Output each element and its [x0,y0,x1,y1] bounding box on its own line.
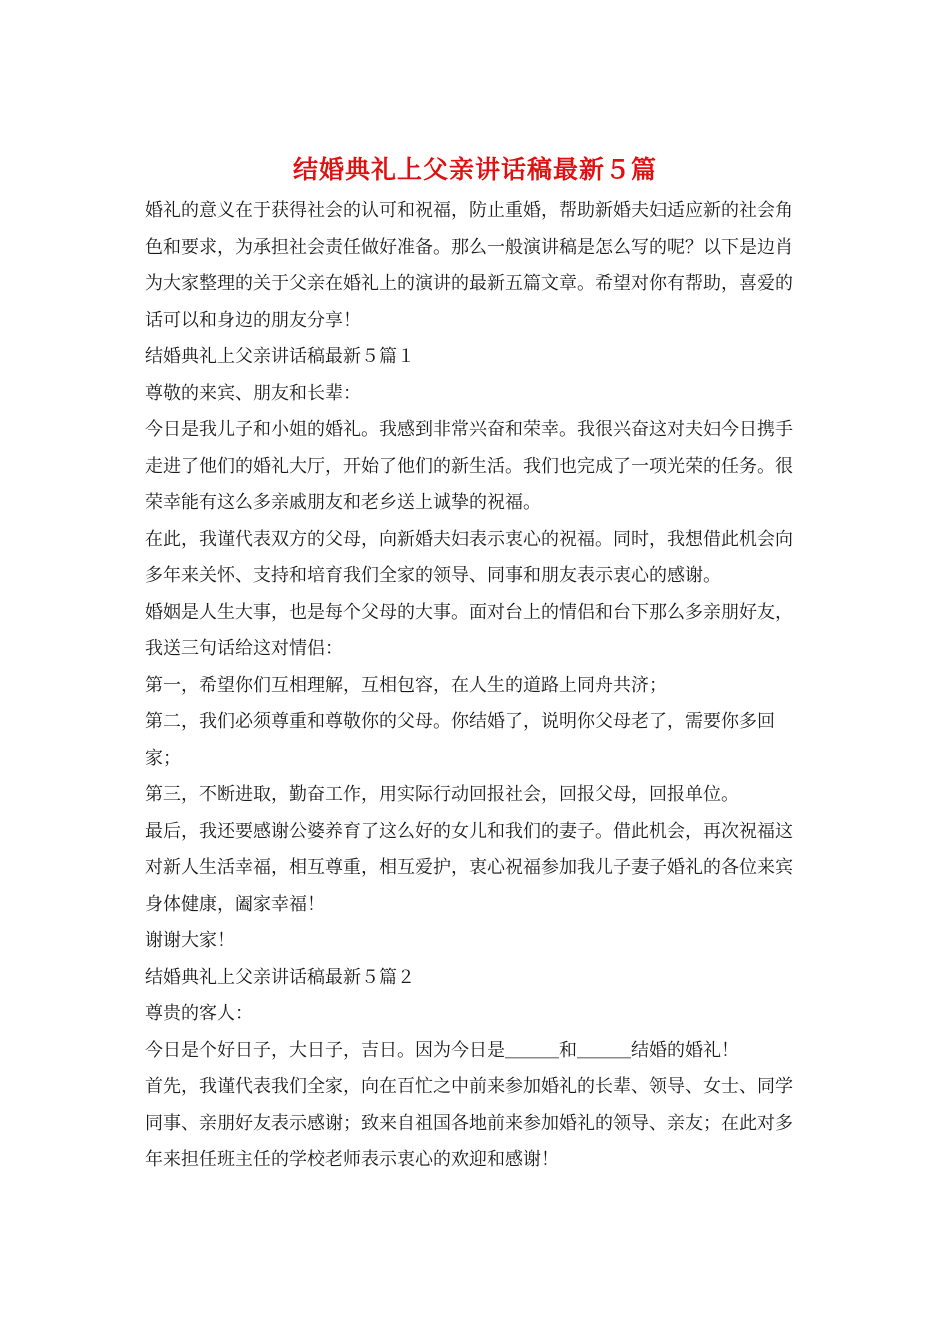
paragraph: 婚姻是人生大事，也是每个父母的大事。面对台上的情侣和台下那么多亲朋好友，我送三句话给这对情侣： [145,601,793,659]
section-heading-2: 结婚典礼上父亲讲话稿最新５篇２ [145,966,415,988]
section-heading-1: 结婚典礼上父亲讲话稿最新５篇１ [145,346,415,367]
paragraph: 首先，我谨代表我们全家，向在百忙之中前来参加婚礼的长辈、领导、女士、同学同事、亲朋好友表示感谢；致来自祖国各地前来参加婚礼的领导、亲友；在此对多年来担任班主任的学校老师表示衷心的欢迎和感谢！ [145,1076,793,1170]
paragraph: 最后，我还要感谢公婆养育了这么好的女儿和我们的妻子。借此机会，再次祝福这对新人生活幸福，相互尊重，相互爱护，衷心祝福参加我儿子妻子婚礼的各位来宾身体健康，阖家幸福！ [145,820,793,915]
paragraph: 谢谢大家！ [145,930,235,951]
paragraph-intro: 婚礼的意义在于获得社会的认可和祝福，防止重婚，帮助新婚夫妇适应新的社会角色和要求，为承担社会责任做好准备。那么一般演讲稿是怎么写的呢？以下是边肖为大家整理的关于父亲在婚礼上的演讲的最新五篇文章。希望对你有帮助，喜爱的话可以和身边的朋友分享！ [145,200,793,331]
paragraph: 第三，不断进取，勤奋工作，用实际行动回报社会，回报父母，回报单位。 [145,784,739,805]
paragraph: 在此，我谨代表双方的父母，向新婚夫妇表示衷心的祝福。同时，我想借此机会向多年来关怀、支持和培育我们全家的领导、同事和朋友表示衷心的感谢。 [145,528,793,586]
paragraph: 第一，希望你们互相理解，互相包容，在人生的道路上同舟共济； [145,674,667,696]
paragraph: 尊贵的客人： [145,1003,253,1024]
paragraph: 第二，我们必须尊重和尊敬你的父母。你结婚了，说明你父母老了，需要你多回家； [145,711,775,769]
paragraph: 今日是我儿子和小姐的婚礼。我感到非常兴奋和荣幸。我很兴奋这对夫妇今日携手走进了他们的婚礼大厅，开始了他们的新生活。我们也完成了一项光荣的任务。很荣幸能有这么多亲戚朋友和老乡送上诚挚的祝福。 [145,419,793,513]
document-title: 结婚典礼上父亲讲话稿最新５篇 [292,155,657,184]
paragraph: 今日是个好日子，大日子，吉日。因为今日是＿＿＿和＿＿＿结婚的婚礼！ [145,1039,739,1061]
paragraph: 尊敬的来宾、朋友和长辈： [145,382,361,404]
document-body [145,193,805,1179]
